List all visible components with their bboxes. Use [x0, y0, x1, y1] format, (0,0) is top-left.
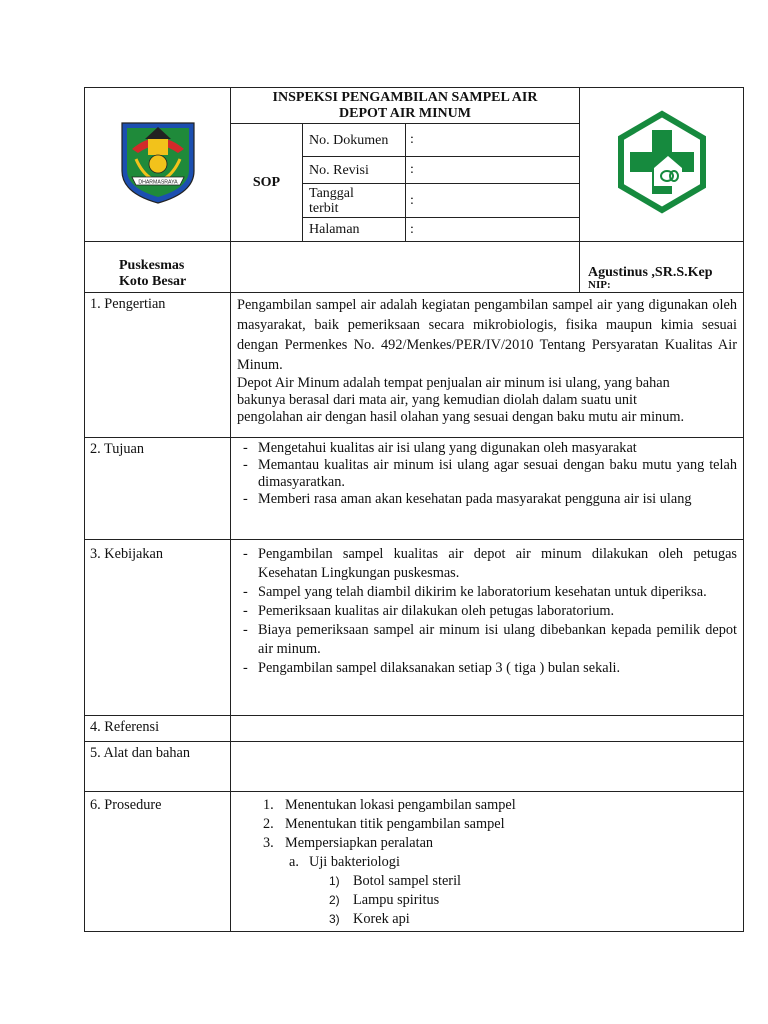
section-row [85, 742, 744, 792]
section-label-tujuan: 2. Tujuan [85, 438, 231, 540]
org-line-1: Puskesmas [119, 258, 185, 273]
section-label-referensi: 4. Referensi [85, 716, 231, 742]
sop-label: SOP [231, 124, 303, 242]
field-label-tanggal-terbit: Tanggal terbit [303, 184, 406, 218]
section-content-tujuan [231, 438, 744, 540]
section-label-pengertian: 1. Pengertian [85, 293, 231, 438]
list-item: - Pengambilan sampel dilaksanakan setiap 3 ( tiga ) bulan sekali. [237, 659, 737, 678]
list-item: - Memberi rasa aman akan kesehatan pada masyarakat pengguna air isi ulang [237, 491, 737, 508]
section-row [85, 792, 744, 932]
procedure-step: 3. Mempersiapkan peralatan [263, 835, 434, 851]
field-value-no-dokumen: : [406, 124, 580, 157]
title-line-1: INSPEKSI PENGAMBILAN SAMPEL AIR [272, 89, 538, 105]
procedure-substep: a. Uji bakteriologi [289, 854, 400, 870]
list-item: - Biaya pemeriksaan sampel air minum isi ulang dibebankan kepada pemilik depot air minum. [237, 621, 737, 659]
section-label-alat-dan-bahan: 5. Alat dan bahan [85, 742, 231, 792]
field-value-tanggal-terbit: : [406, 184, 580, 218]
field-label-no-revisi: No. Revisi [303, 157, 406, 184]
equipment-item: 2) Lampu spiritus [329, 892, 440, 908]
section-label-kebijakan: 3. Kebijakan [85, 540, 231, 716]
section-content-prosedure [231, 792, 744, 932]
section-row [85, 716, 744, 742]
section-content-referensi [231, 716, 744, 742]
pengertian-paragraph-2: Depot Air Minum adalah tempat penjualan air minum isi ulang, yang bahan bakunya berasal dari mata air, yang kemudian diolah dalam suatu unit pengolahan air dengan hasil olahan yang sesuai dengan baku mutu air minum. [237, 375, 685, 425]
regency-banner-text: DHARMASRAYA [137, 179, 178, 186]
puskesmas-cross-logo [610, 110, 714, 214]
org-line-2: Koto Besar [119, 274, 187, 289]
list-item: - Sampel yang telah diambil dikirim ke laboratorium kesehatan untuk diperiksa. [237, 583, 737, 602]
regency-logo-cell [85, 88, 231, 242]
header-blank-cell [231, 242, 580, 293]
section-row [85, 293, 744, 438]
section-content-pengertian [231, 293, 744, 438]
document-title [231, 88, 580, 124]
sop-content-table [84, 292, 744, 932]
equipment-item: 3) Korek api [329, 911, 410, 927]
section-content-alat-dan-bahan [231, 742, 744, 792]
section-label-prosedure: 6. Prosedure [85, 792, 231, 932]
field-label-halaman: Halaman [303, 218, 406, 242]
procedure-step: 1. Menentukan lokasi pengambilan sampel [263, 797, 516, 813]
section-row [85, 540, 744, 716]
procedure-step: 2. Menentukan titik pengambilan sampel [263, 816, 505, 832]
field-value-no-revisi: : [406, 157, 580, 184]
organization-name [85, 242, 231, 293]
field-label-no-dokumen: No. Dokumen [303, 124, 406, 157]
list-item: - Mengetahui kualitas air isi ulang yang digunakan oleh masyarakat [237, 440, 737, 457]
field-value-halaman: : [406, 218, 580, 242]
regency-crest-logo [118, 119, 198, 205]
signatory-nip: NIP: [588, 279, 611, 291]
title-line-2: DEPOT AIR MINUM [339, 105, 471, 121]
pengertian-paragraph-1: Pengambilan sampel air adalah kegiatan pengambilan sampel air yang digunakan oleh masyarakat, baik pemeriksaan secara mikrobiologis, fisika maupun kimia sesuai dengan Permenkes No. 492/Menkes/PER/IV/2010 Tentang Persyaratan Kualitas Air Minum. [237, 297, 737, 373]
list-item: - Pemeriksaan kualitas air dilakukan oleh petugas laboratorium. [237, 602, 737, 621]
list-item: - Pengambilan sampel kualitas air depot air minum dilakukan oleh petugas Kesehatan Lingkungan puskesmas. [237, 545, 737, 583]
section-row [85, 438, 744, 540]
sop-header-table [84, 87, 744, 293]
equipment-item: 1) Botol sampel steril [329, 873, 462, 889]
puskesmas-logo-cell [580, 88, 744, 242]
list-item: - Memantau kualitas air minum isi ulang agar sesuai dengan baku mutu yang telah dimasyaratkan. [237, 457, 737, 491]
section-content-kebijakan [231, 540, 744, 716]
signatory-block [580, 242, 744, 293]
signatory-name: Agustinus ,SR.S.Kep [588, 265, 713, 280]
